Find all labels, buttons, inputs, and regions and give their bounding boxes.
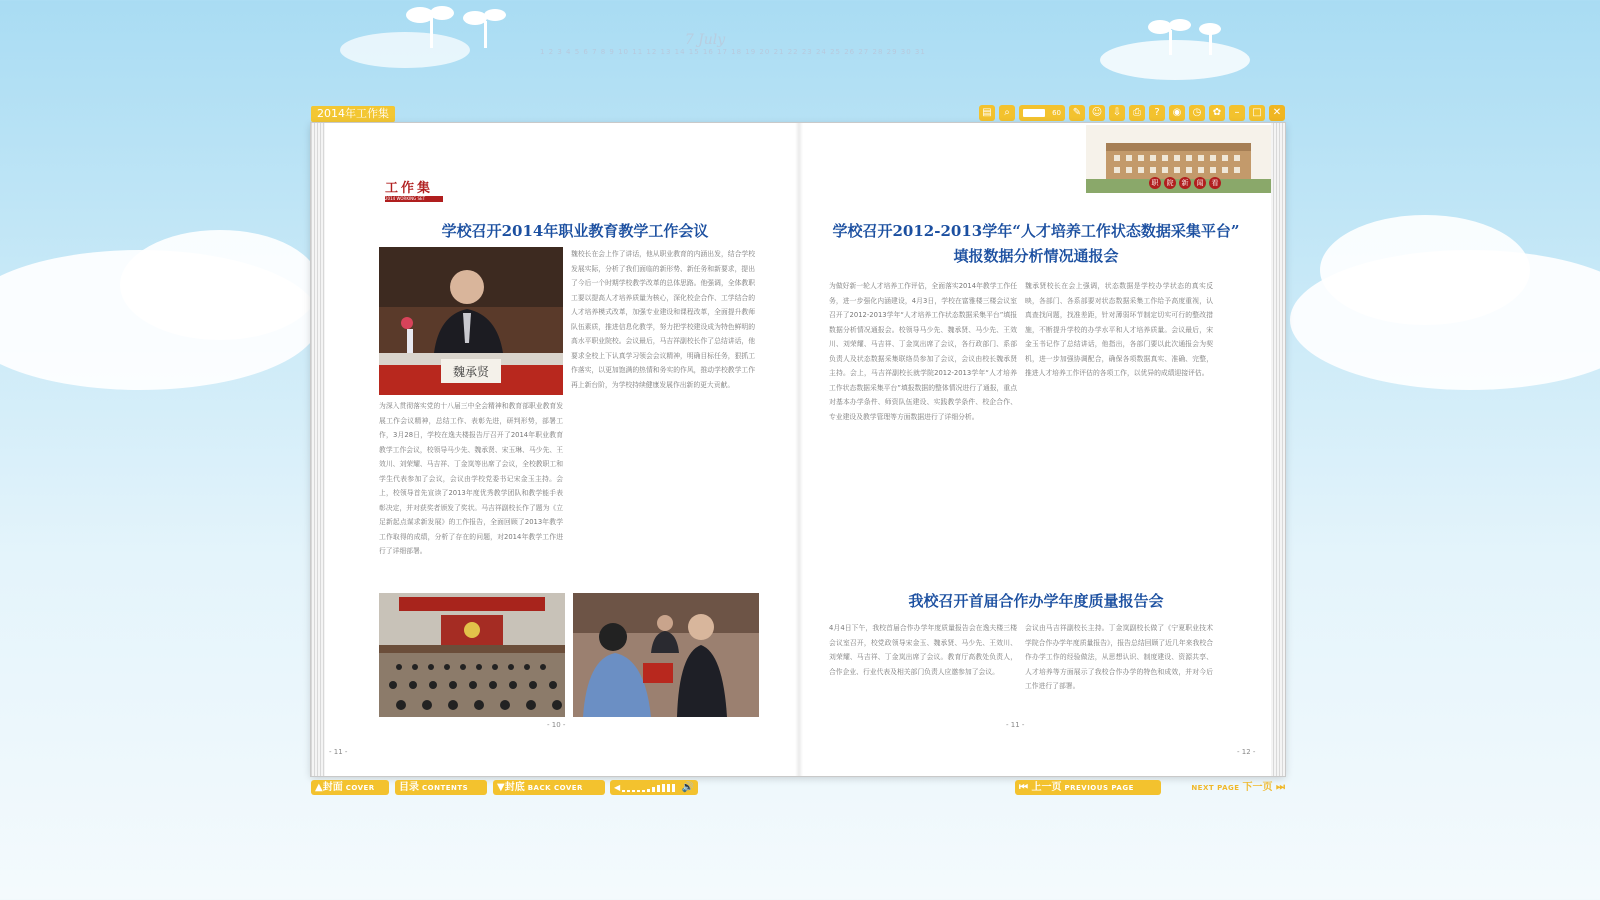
contents-label: 目录: [399, 782, 419, 793]
corner-page-number: - 12 -: [1237, 748, 1256, 756]
next-page-label-en: NEXT PAGE: [1191, 784, 1240, 792]
sprout-icon: [380, 0, 520, 55]
next-page-button[interactable]: [1191, 780, 1285, 796]
article-column: 魏承贤校长在会上强调，状态数据是学校办学状态的真实反映，各部门、各系部要对状态数据采集工作给予高度重视，认真查找问题，找准差距，针对薄弱环节制定切实可行的整改措施，不断提升学校的办学水平和人才培养质量。会议最后，宋金玉书记作了总结讲话，他指出，各部门要以此次通报会为契机，进一步加强协调配合，确保各项数据真实、准确、完整，推进人才培养工作评估的各项工作，以优异的成绩迎接评估。: [1025, 282, 1213, 377]
back-cover-label: ▼封底: [497, 782, 525, 793]
article-column: 4月4日下午，我校首届合作办学年度质量报告会在逸夫楼三楼会议室召开，校党政领导宋金玉、魏承贤、马少先、王效川、刘荣耀、马吉祥、丁金岚出席了会议。教育厅高教处负责人，合作企业、行业代表及相关部门负责人应邀参加了会议。: [829, 624, 1017, 676]
help-icon[interactable]: ?: [1149, 105, 1165, 121]
header-tag-char: 新: [1179, 177, 1191, 189]
zoom-control[interactable]: [1019, 105, 1065, 121]
corner-page-number: - 11 -: [329, 748, 348, 756]
close-icon[interactable]: ✕: [1269, 105, 1285, 121]
zoom-value: 60: [1052, 109, 1061, 117]
previous-page-button[interactable]: [1015, 780, 1161, 795]
header-tag-char: 看: [1209, 177, 1221, 189]
speaker-photo: [379, 247, 563, 395]
logo-subtitle: 2014 WORKING SET: [385, 196, 443, 202]
minimize-icon[interactable]: –: [1229, 105, 1245, 121]
volume-slider[interactable]: [610, 780, 698, 795]
article-title-line2: 填报数据分析情况通报会: [953, 247, 1119, 265]
calendar-days: 1 2 3 4 5 6 7 8 9 10 11 12 13 14 15 16 17 18 19 20 21 22 23 24 25 26 27 28 29 30 31: [540, 48, 926, 56]
article-column: 魏校长在会上作了讲话，他从职业教育的内涵出发，结合学校发展实际，分析了我们面临的新形势、新任务和新要求，提出了今后一个时期学校教学改革的总体思路。他强调，全体教职工要以提高人才培养质量为核心，深化校企合作、工学结合的人才培养模式改革，加强专业建设和课程改革，全面提升教师队伍素质，推进信息化教学，努力把学校建设成为特色鲜明的高水平职业院校。会议最后，马吉祥副校长作了总结讲话，他要求全校上下认真学习领会会议精神，明确目标任务，狠抓工作落实，以更加饱满的热情和务实的作风，推动学校教学工作再上新台阶，为学校持续健康发展作出新的更大贡献。: [571, 250, 755, 389]
maximize-icon[interactable]: □: [1249, 105, 1265, 121]
page-number: - 10 -: [547, 721, 566, 729]
right-page[interactable]: [801, 123, 1271, 776]
flipbook[interactable]: [311, 123, 1285, 776]
download-icon[interactable]: ⇩: [1109, 105, 1125, 121]
next-page-label: 下一页 ⏭: [1242, 782, 1285, 793]
top-toolbar: [311, 104, 1285, 122]
previous-page-label-en: PREVIOUS PAGE: [1064, 784, 1134, 792]
user-icon[interactable]: ☺: [1089, 105, 1105, 121]
article-column: 会议由马吉祥副校长主持。丁金岚副校长做了《宁夏职业技术学院合作办学年度质量报告》，报告总结回顾了近几年来我校合作办学工作的经验做法，从思想认识、制度建设、资源共享、人才培养等方面展示了我校合作办学的特色和成效，并对今后工作进行了部署。: [1025, 624, 1213, 690]
meeting-hall-photo: [379, 593, 565, 717]
left-page[interactable]: [325, 123, 797, 776]
cloud: [120, 230, 320, 340]
article-column: 为做好新一轮人才培养工作评估，全面落实2014年教学工作任务，进一步强化内涵建设，4月3日，学校在富雅楼三楼会议室召开了2012-2013学年“人才培养工作状态数据采集平台”填报数据分析情况通报会。校领导马少先、魏承贤、马少先、王效川、刘荣耀、马吉祥、丁金岚出席了会议，各行政部门、系部负责人及状态数据采集联络员参加了会议，会议由校长魏承贤主持。会上，马吉祥副校长就学院2012-2013学年“人才培养工作状态数据采集平台”填报数据的整体情况进行了通报，重点对基本办学条件、师资队伍建设、实践教学条件、校企合作、专业建设及教学管理等方面数据进行了详细分析。: [829, 282, 1017, 421]
speaker-icon[interactable]: 🔊: [681, 782, 694, 793]
bottom-navigation: [311, 780, 1285, 796]
clock-icon[interactable]: ◷: [1189, 105, 1205, 121]
logo: [385, 177, 443, 202]
share-icon[interactable]: ✿: [1209, 105, 1225, 121]
cover-label-en: COVER: [345, 784, 375, 792]
cloud: [1320, 215, 1530, 325]
article-title: 学校召开2014年职业教育教学工作会议: [441, 222, 709, 240]
header-tag-char: 职: [1149, 177, 1161, 189]
news-section-tag: [1149, 177, 1221, 189]
page-number: - 11 -: [1006, 721, 1025, 729]
cover-label: ▲封面: [315, 782, 343, 793]
back-cover-label-en: BACK COVER: [527, 784, 583, 792]
calendar-month: 7 July: [684, 32, 726, 48]
sprout-icon: [1130, 15, 1250, 60]
award-photo: [573, 593, 759, 717]
calendar-decoration: [540, 32, 926, 56]
contents-label-en: CONTENTS: [422, 784, 469, 792]
article-title: 学校召开2012-2013学年“人才培养工作状态数据采集平台”: [832, 222, 1240, 240]
thumbnail-icon[interactable]: ▤: [979, 105, 995, 121]
autoplay-icon[interactable]: ◉: [1169, 105, 1185, 121]
previous-page-label: ⏮ 上一页: [1019, 782, 1062, 793]
print-icon[interactable]: ⎙: [1129, 105, 1145, 121]
cover-button[interactable]: [311, 780, 389, 795]
search-icon[interactable]: ⌕: [999, 105, 1015, 121]
back-cover-button[interactable]: [493, 780, 605, 795]
comment-icon[interactable]: ✎: [1069, 105, 1085, 121]
volume-knob-icon[interactable]: ◀: [614, 783, 621, 792]
header-tag-char: 院: [1164, 177, 1176, 189]
zoom-field[interactable]: [1023, 109, 1045, 117]
article-title: 我校召开首届合作办学年度质量报告会: [908, 592, 1164, 610]
logo-text: 工作集: [385, 181, 434, 196]
speaker-nameplate: 魏承贤: [452, 365, 490, 379]
article-column: 为深入贯彻落实党的十八届三中全会精神和教育部职业教育发展工作会议精神，总结工作、表彰先进，研判形势，部署工作，3月28日，学校在逸夫楼报告厅召开了2014年职业教育教学工作会议，校领导马少先、魏承贤、宋玉琳、马少先、王效川、刘荣耀、马吉祥、丁金岚等出席了会议，全校教职工和学生代表参加了会议，会议由学校党委书记宋金玉主持。会上，校领导首先宣读了2013年度优秀教学团队和教学能手表彰决定，并对获奖者颁发了奖状。马吉祥副校长作了题为《立足新起点谋求新发展》的工作报告，全面回顾了2013年教学工作取得的成绩，分析了存在的问题，对2014年教学工作进行了详细部署。: [379, 402, 563, 555]
volume-bars[interactable]: [622, 784, 675, 792]
book-title: 2014年工作集: [311, 106, 395, 122]
contents-button[interactable]: [395, 780, 487, 795]
header-tag-char: 闻: [1194, 177, 1206, 189]
tool-buttons: [979, 105, 1285, 121]
